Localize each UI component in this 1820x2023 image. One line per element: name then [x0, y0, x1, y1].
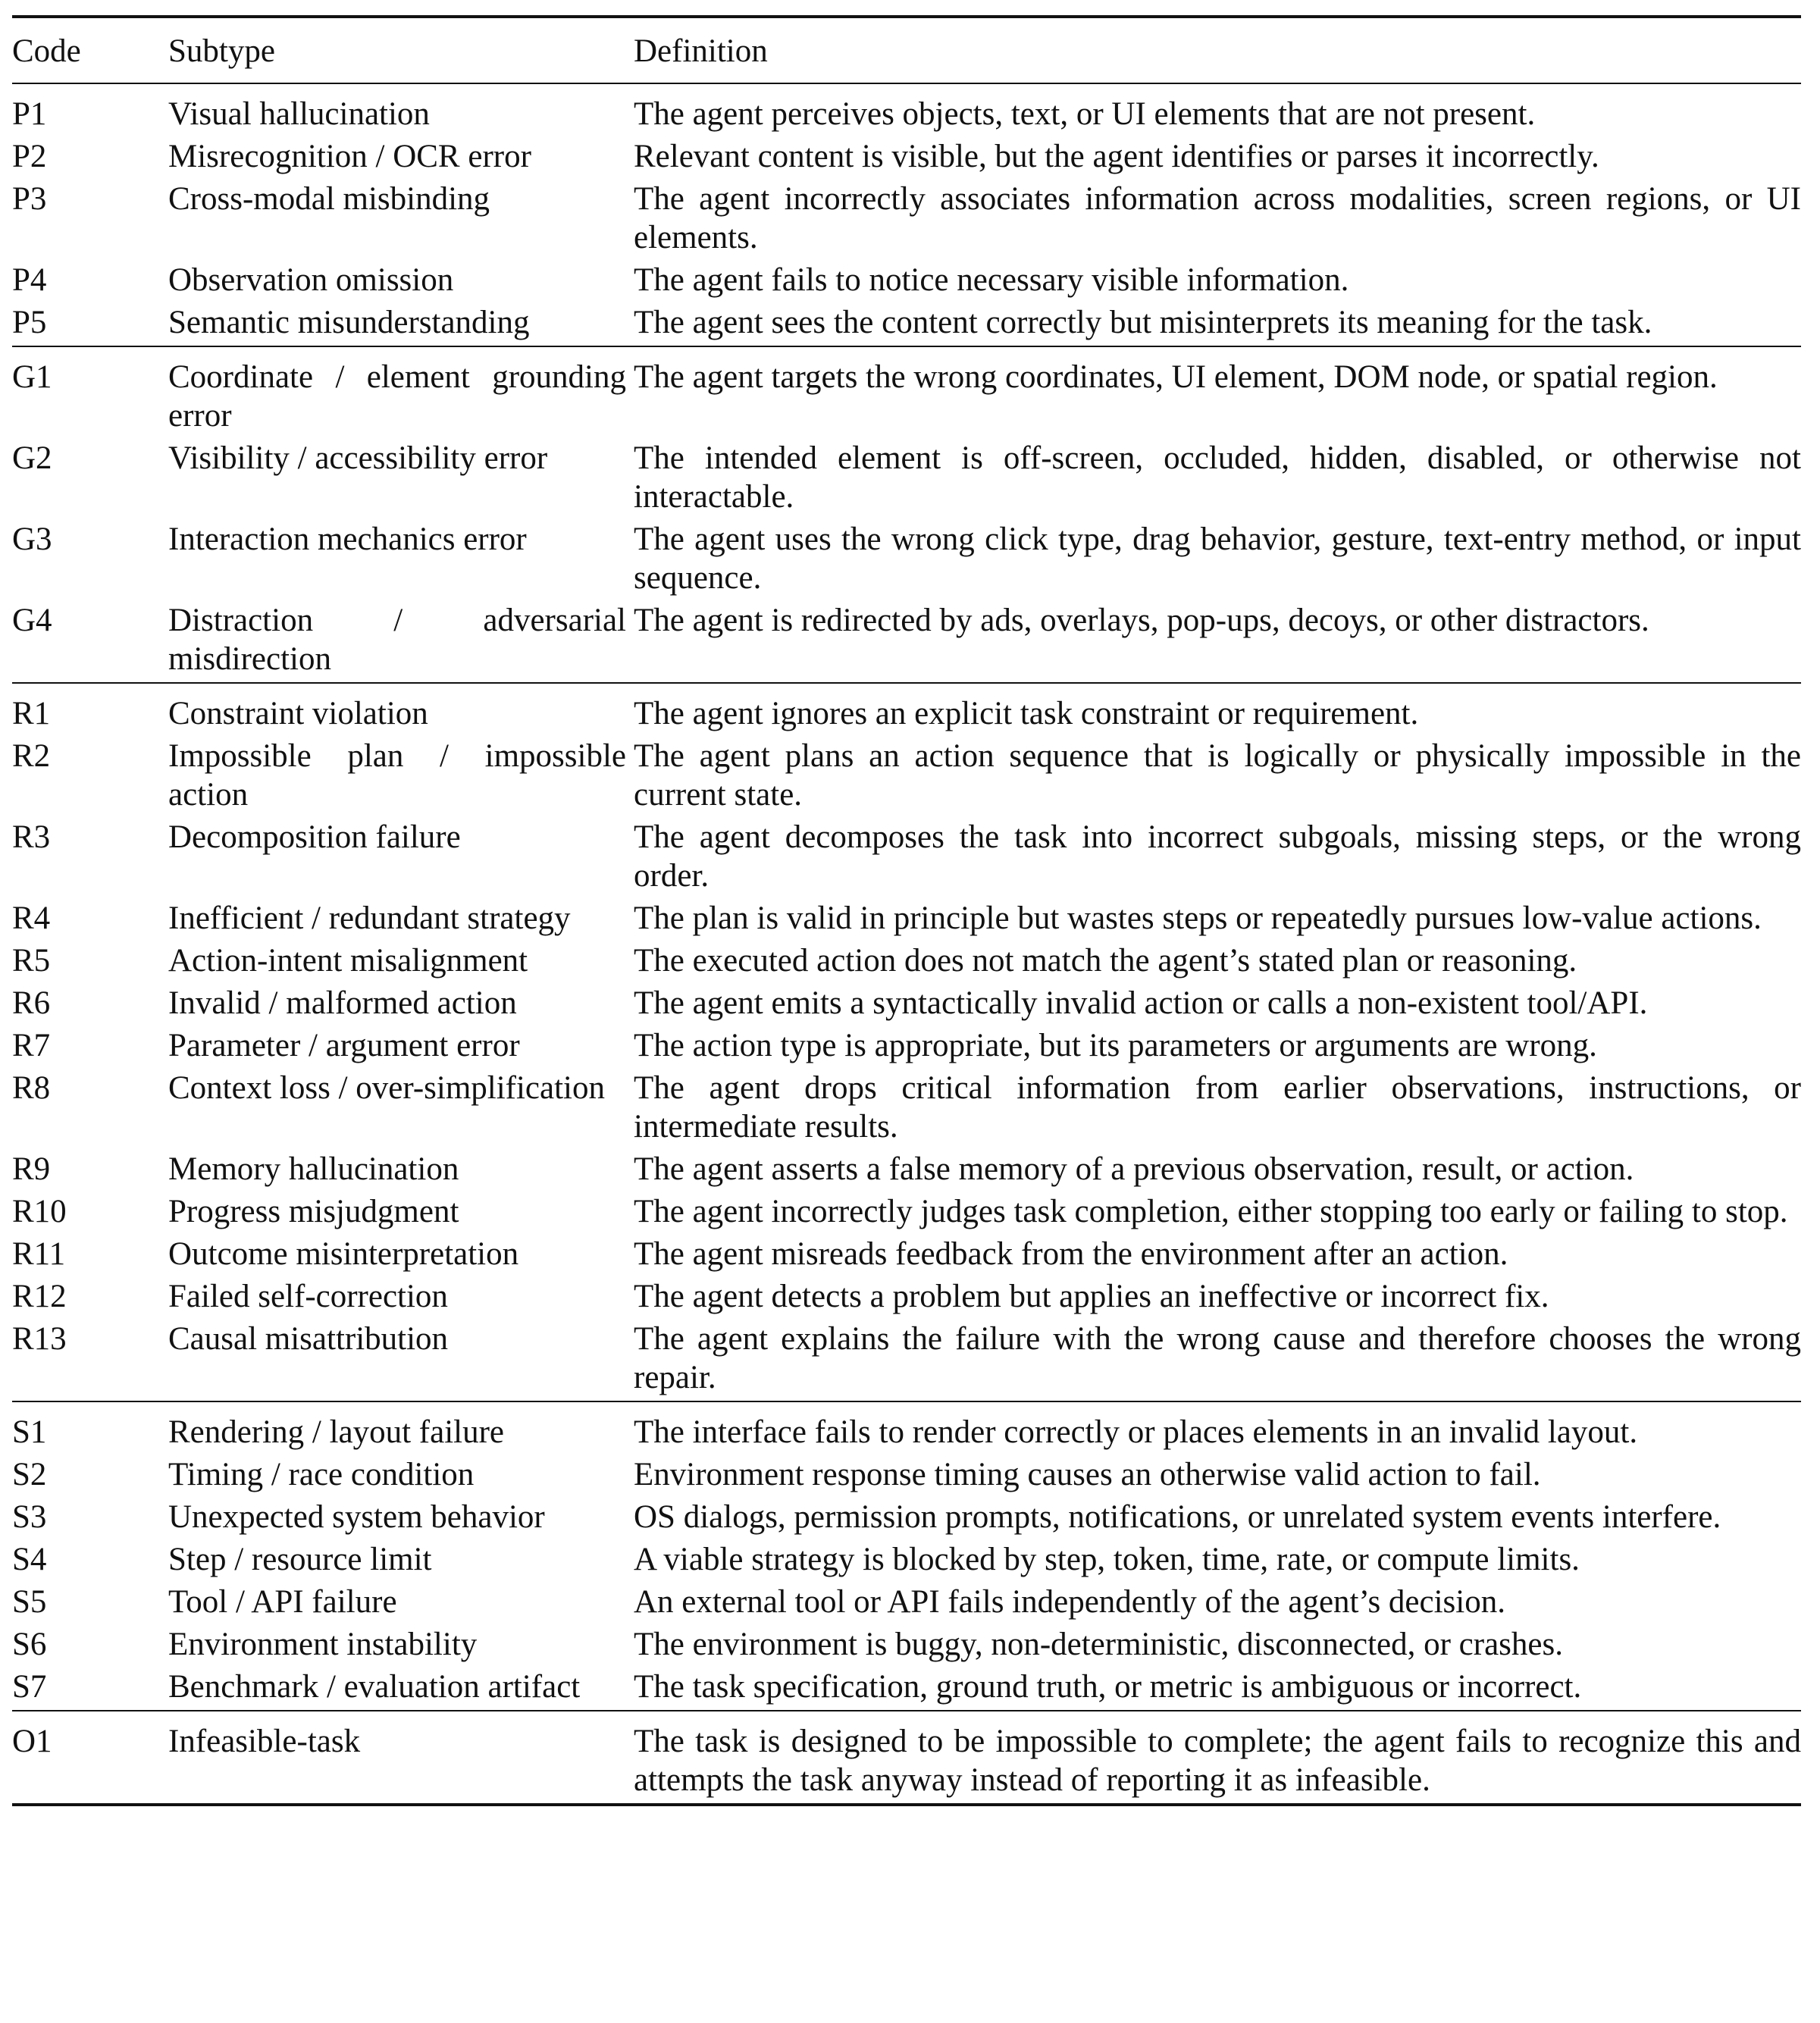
subtype-cell: Coordinate / element grounding error: [168, 359, 626, 434]
definition-cell: A viable strategy is blocked by step, token, time, rate, or compute limits.: [634, 1542, 1580, 1577]
definition-cell: The intended element is off-screen, occluded, hidden, disabled, or otherwise not interactable.: [634, 440, 1801, 515]
code-cell: R12: [12, 1279, 67, 1314]
code-cell: S2: [12, 1457, 47, 1492]
taxonomy-table-container: [12, 15, 1801, 1806]
code-cell: R13: [12, 1321, 67, 1357]
code-cell: R1: [12, 696, 51, 731]
subtype-cell: Step / resource limit: [168, 1542, 432, 1577]
subtype-cell: Benchmark / evaluation artifact: [168, 1669, 581, 1705]
definition-cell: The agent asserts a false memory of a previous observation, result, or action.: [634, 1151, 1634, 1187]
table-row: [12, 180, 1801, 261]
definition-cell: The agent perceives objects, text, or UI elements that are not present.: [634, 96, 1536, 132]
subtype-cell: Action-intent misalignment: [168, 943, 528, 979]
definition-cell: The agent fails to notice necessary visible information.: [634, 262, 1349, 298]
definition-cell: The interface fails to render correctly or places elements in an invalid layout.: [634, 1414, 1638, 1450]
table-row: [12, 899, 1801, 941]
subtype-cell: Inefficient / redundant strategy: [168, 900, 571, 936]
subtype-cell: Infeasible-task: [168, 1724, 361, 1759]
code-cell: R5: [12, 943, 51, 979]
subtype-cell: Memory hallucination: [168, 1151, 459, 1187]
code-cell: S7: [12, 1669, 47, 1705]
table-row: [12, 83, 1801, 137]
table-row: [12, 520, 1801, 601]
definition-cell: The agent detects a problem but applies an ineffective or incorrect fix.: [634, 1279, 1549, 1314]
table-row: [12, 818, 1801, 899]
subtype-cell: Environment instability: [168, 1627, 478, 1662]
subtype-cell: Tool / API failure: [168, 1584, 397, 1620]
code-cell: R7: [12, 1028, 51, 1063]
subtype-cell: Misrecognition / OCR error: [168, 139, 531, 174]
table-row: [12, 1625, 1801, 1668]
failure-taxonomy-table: [12, 15, 1801, 1806]
code-cell: P4: [12, 262, 47, 298]
table-row: [12, 1277, 1801, 1320]
code-cell: R11: [12, 1236, 66, 1272]
code-cell: G1: [12, 359, 52, 395]
definition-cell: OS dialogs, permission prompts, notifications, or unrelated system events interfere.: [634, 1499, 1721, 1535]
subtype-cell: Semantic misunderstanding: [168, 305, 530, 340]
definition-cell: Relevant content is visible, but the agent identifies or parses it incorrectly.: [634, 139, 1599, 174]
code-cell: R6: [12, 985, 51, 1021]
subtype-cell: Impossible plan / impossible action: [168, 738, 626, 813]
subtype-cell: Timing / race condition: [168, 1457, 475, 1492]
subtype-cell: Causal misattribution: [168, 1321, 449, 1357]
subtype-cell: Observation omission: [168, 262, 454, 298]
code-cell: S4: [12, 1542, 47, 1577]
code-cell: R2: [12, 738, 51, 774]
subtype-cell: Context loss / over-simplification: [168, 1070, 605, 1106]
code-cell: R8: [12, 1070, 51, 1106]
table-row: [12, 683, 1801, 737]
definition-cell: The agent is redirected by ads, overlays, pop-ups, decoys, or other distractors.: [634, 603, 1649, 638]
definition-cell: The agent ignores an explicit task constraint or requirement.: [634, 696, 1419, 731]
header-definition: Definition: [634, 33, 768, 69]
subtype-cell: Distraction / adversarial misdirection: [168, 603, 626, 677]
definition-cell: The agent explains the failure with the wrong cause and therefore chooses the wrong repair.: [634, 1321, 1801, 1395]
table-row: [12, 984, 1801, 1026]
subtype-cell: Progress misjudgment: [168, 1194, 459, 1229]
definition-cell: The environment is buggy, non-deterministic, disconnected, or crashes.: [634, 1627, 1563, 1662]
table-row: [12, 1668, 1801, 1711]
code-cell: P3: [12, 181, 47, 217]
definition-cell: The agent targets the wrong coordinates, UI element, DOM node, or spatial region.: [634, 359, 1718, 395]
code-cell: R4: [12, 900, 51, 936]
header-row: [12, 17, 1801, 83]
definition-cell: The task specification, ground truth, or metric is ambiguous or incorrect.: [634, 1669, 1582, 1705]
table-row: [12, 1401, 1801, 1455]
subtype-cell: Decomposition failure: [168, 819, 461, 855]
definition-cell: The task is designed to be impossible to complete; the agent fails to recognize this and attempts the task anyway instead of reporting it as infeasible.: [634, 1724, 1801, 1798]
code-cell: G2: [12, 440, 52, 476]
code-cell: P2: [12, 139, 47, 174]
code-cell: G4: [12, 603, 52, 638]
definition-cell: The agent sees the content correctly but misinterprets its meaning for the task.: [634, 305, 1652, 340]
table-row: [12, 1498, 1801, 1540]
subtype-cell: Visibility / accessibility error: [168, 440, 548, 476]
table-row: [12, 601, 1801, 683]
table-row: [12, 1583, 1801, 1625]
definition-cell: The action type is appropriate, but its parameters or arguments are wrong.: [634, 1028, 1597, 1063]
subtype-cell: Failed self-correction: [168, 1279, 448, 1314]
header-subtype: Subtype: [168, 33, 275, 69]
code-cell: S5: [12, 1584, 47, 1620]
table-row: [12, 1235, 1801, 1277]
table-row: [12, 439, 1801, 520]
definition-cell: The agent uses the wrong click type, drag behavior, gesture, text-entry method, or input sequence.: [634, 521, 1801, 596]
subtype-cell: Rendering / layout failure: [168, 1414, 504, 1450]
table-row: [12, 303, 1801, 346]
table-row: [12, 1711, 1801, 1805]
definition-cell: An external tool or API fails independently of the agent’s decision.: [634, 1584, 1505, 1620]
code-cell: P1: [12, 96, 47, 132]
table-row: [12, 941, 1801, 984]
definition-cell: The executed action does not match the agent’s stated plan or reasoning.: [634, 943, 1577, 979]
table-body: [12, 83, 1801, 1805]
definition-cell: The agent incorrectly judges task completion, either stopping too early or failing to stop.: [634, 1194, 1788, 1229]
table-row: [12, 1150, 1801, 1192]
definition-cell: The agent emits a syntactically invalid action or calls a non-existent tool/API.: [634, 985, 1648, 1021]
table-row: [12, 261, 1801, 303]
code-cell: R10: [12, 1194, 67, 1229]
table-row: [12, 1192, 1801, 1235]
code-cell: S1: [12, 1414, 47, 1450]
code-cell: S3: [12, 1499, 47, 1535]
table-row: [12, 346, 1801, 439]
definition-cell: Environment response timing causes an otherwise valid action to fail.: [634, 1457, 1541, 1492]
subtype-cell: Outcome misinterpretation: [168, 1236, 519, 1272]
subtype-cell: Visual hallucination: [168, 96, 430, 132]
definition-cell: The agent decomposes the task into incorrect subgoals, missing steps, or the wrong order.: [634, 819, 1801, 894]
table-row: [12, 1026, 1801, 1069]
subtype-cell: Invalid / malformed action: [168, 985, 517, 1021]
subtype-cell: Unexpected system behavior: [168, 1499, 545, 1535]
subtype-cell: Cross-modal misbinding: [168, 181, 490, 217]
definition-cell: The agent incorrectly associates information across modalities, screen regions, or UI elements.: [634, 181, 1801, 255]
code-cell: G3: [12, 521, 52, 557]
table-row: [12, 1540, 1801, 1583]
code-cell: R9: [12, 1151, 51, 1187]
code-cell: R3: [12, 819, 51, 855]
definition-cell: The agent drops critical information from earlier observations, instructions, or intermediate results.: [634, 1070, 1801, 1145]
subtype-cell: Interaction mechanics error: [168, 521, 527, 557]
code-cell: O1: [12, 1724, 52, 1759]
table-row: [12, 1320, 1801, 1401]
definition-cell: The plan is valid in principle but wastes steps or repeatedly pursues low-value actions.: [634, 900, 1762, 936]
definition-cell: The agent plans an action sequence that is logically or physically impossible in the current state.: [634, 738, 1801, 813]
definition-cell: The agent misreads feedback from the environment after an action.: [634, 1236, 1508, 1272]
table-row: [12, 1455, 1801, 1498]
subtype-cell: Parameter / argument error: [168, 1028, 520, 1063]
code-cell: P5: [12, 305, 47, 340]
code-cell: S6: [12, 1627, 47, 1662]
table-row: [12, 137, 1801, 180]
table-row: [12, 1069, 1801, 1150]
subtype-cell: Constraint violation: [168, 696, 428, 731]
table-row: [12, 737, 1801, 818]
header-code: Code: [12, 33, 81, 69]
